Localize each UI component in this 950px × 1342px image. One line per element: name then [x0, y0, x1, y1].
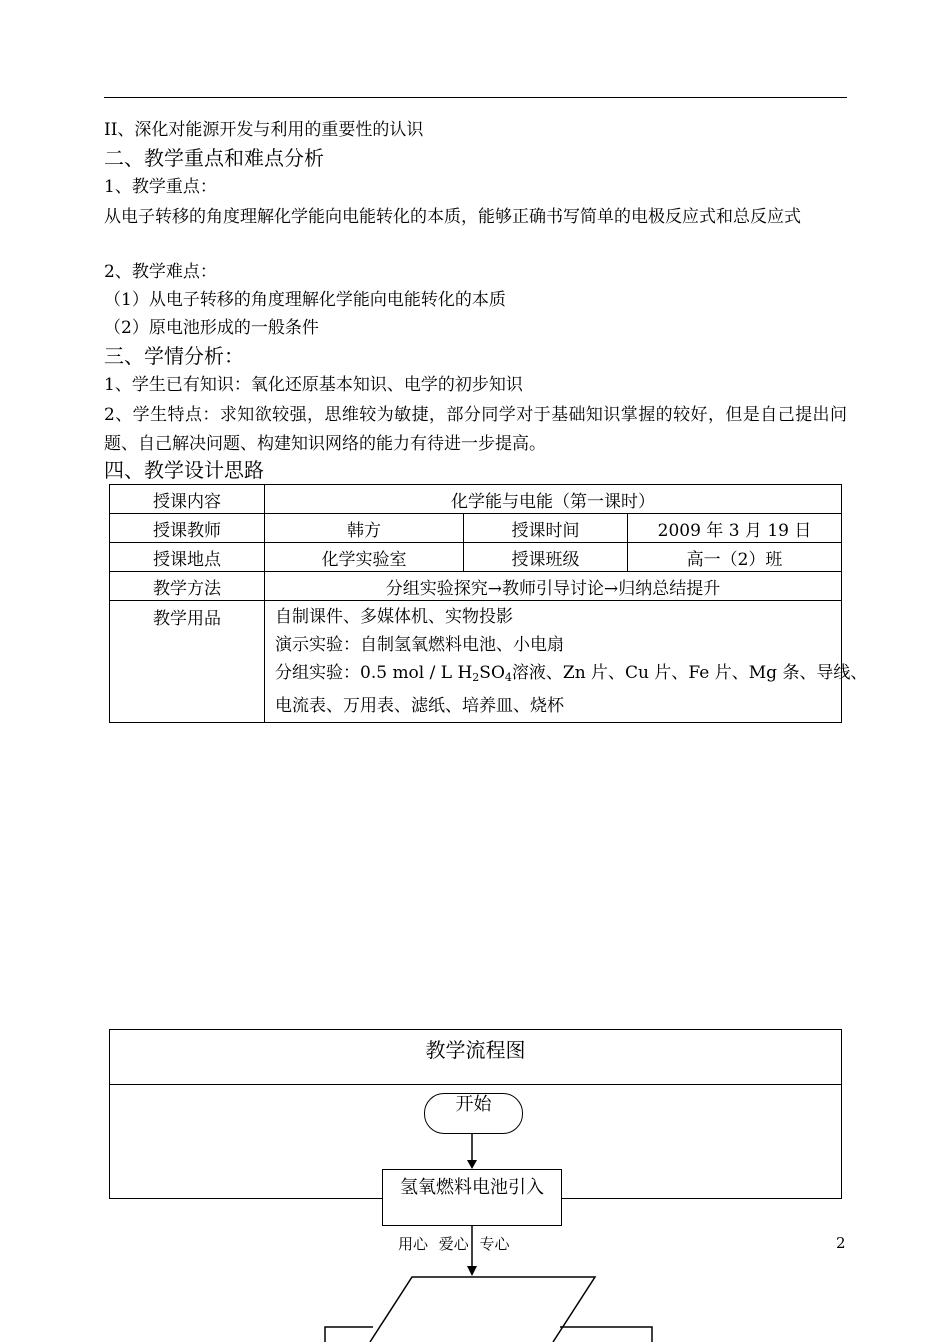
flowchart-start-node	[424, 1093, 523, 1134]
flowchart-side-box-right	[560, 1327, 652, 1342]
section-3-title: 三、学情分析：	[104, 344, 244, 368]
section-4-title: 四、教学设计思路	[104, 458, 264, 482]
header-rule	[104, 97, 847, 98]
flowchart-title-row	[110, 1030, 841, 1085]
intro-label: 氢氧燃料电池引入	[400, 1177, 544, 1198]
key-point-label: 1、教学重点：	[104, 177, 217, 197]
table-row	[110, 485, 842, 514]
student-knowledge: 1、学生已有知识：氧化还原基本知识、电学的初步知识	[104, 375, 523, 395]
cell-value: 化学能与电能（第一课时）	[265, 485, 842, 514]
lesson-info-table	[109, 484, 868, 723]
flowchart-io-parallelogram	[370, 1277, 595, 1342]
cell-label: 教学用品	[110, 601, 265, 723]
cell-value: 韩方	[265, 514, 464, 543]
arrowhead	[467, 1266, 477, 1276]
table-row	[110, 601, 842, 723]
table-row	[110, 543, 842, 572]
page-number: 2	[836, 1234, 846, 1252]
cell-value: 高一（2）班	[628, 543, 842, 572]
difficulty-label: 2、教学难点：	[104, 262, 217, 282]
supplies-line: 自制课件、多媒体机、实物投影	[275, 607, 513, 627]
cell-label: 教学方法	[110, 572, 265, 601]
supplies-line: 分组实验：0.5 mol / L $H_2SO_4$溶液、Zn 片、Cu 片、Fe 片、Mg 条、导线、	[275, 663, 868, 684]
cell-label: 授课内容	[110, 485, 265, 514]
student-traits: 2、学生特点：求知欲较强，思维较为敏捷，部分同学对于基础知识掌握的较好，但是自己提出问题、自己解决问题、构建知识网络的能力有待进一步提高。	[104, 405, 847, 454]
table-row	[110, 514, 842, 543]
difficulty-item-2: （2）原电池形成的一般条件	[104, 318, 319, 338]
flowchart-intro-node	[382, 1169, 562, 1226]
cell-value: 2009 年 3 月 19 日	[628, 514, 842, 543]
cell-label: 授课地点	[110, 543, 265, 572]
start-label: 开始	[455, 1094, 492, 1115]
goal-line: II、深化对能源开发与利用的重要性的认识	[104, 120, 424, 140]
cell-label: 授课教师	[110, 514, 265, 543]
supplies-cell	[265, 601, 868, 723]
flowchart-side-box-left	[325, 1327, 373, 1342]
cell-value: 化学实验室	[265, 543, 464, 572]
difficulty-item-1: （1）从电子转移的角度理解化学能向电能转化的本质	[104, 290, 506, 310]
cell-value: 分组实验探究→教师引导讨论→归纳总结提升	[265, 572, 842, 601]
cell-label: 授课班级	[464, 543, 628, 572]
key-point-text: 从电子转移的角度理解化学能向电能转化的本质，能够正确书写简单的电极反应式和总反应式	[104, 207, 801, 227]
flowchart-title: 教学流程图	[425, 1038, 526, 1062]
table-row	[110, 572, 842, 601]
supplies-line: 电流表、万用表、滤纸、培养皿、烧杯	[275, 696, 564, 716]
cell-label: 授课时间	[464, 514, 628, 543]
section-2-title: 二、教学重点和难点分析	[104, 146, 324, 170]
footer-motto: 用心 爱心 专心	[398, 1235, 510, 1253]
supplies-line: 演示实验：自制氢氧燃料电池、小电扇	[275, 635, 564, 655]
